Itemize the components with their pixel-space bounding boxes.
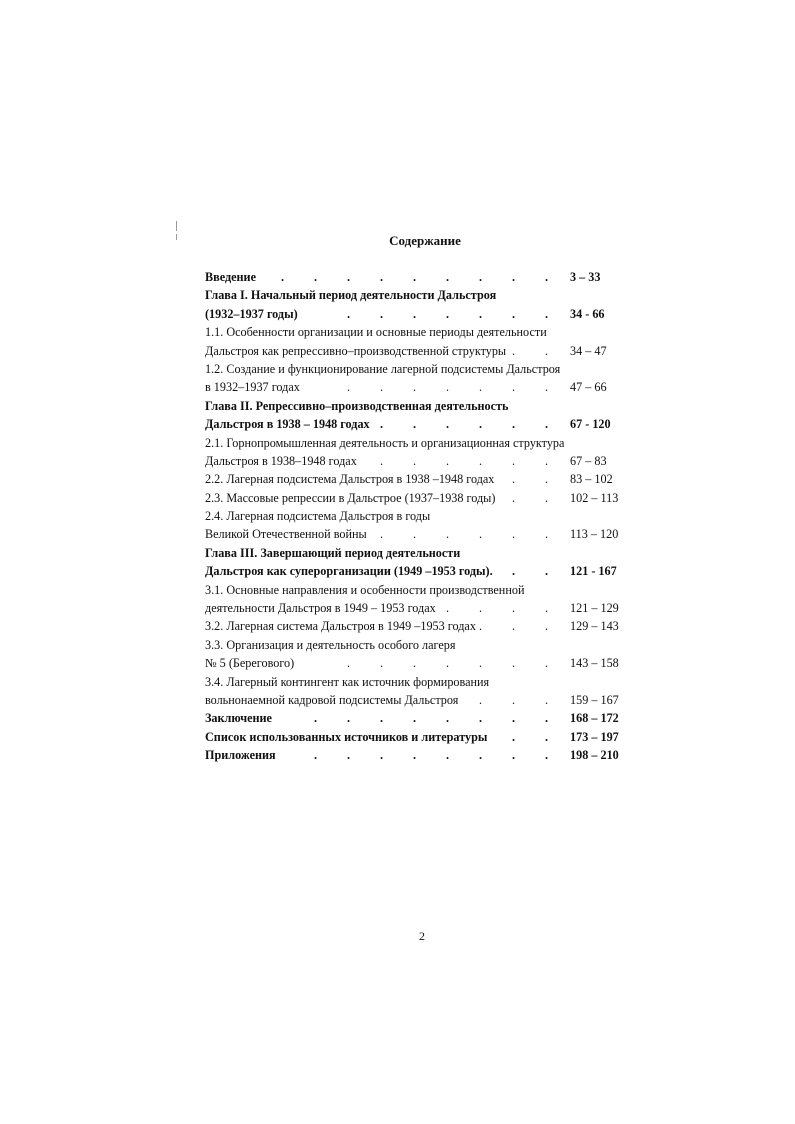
- leader-dot: .: [413, 656, 417, 671]
- toc-entry-text: 3.3. Организация и деятельность особого лагеря: [205, 637, 456, 652]
- leader-dot: .: [380, 748, 384, 763]
- leader-dot: .: [512, 748, 516, 763]
- leader-dot: .: [512, 601, 516, 616]
- leader-dot: .: [545, 270, 549, 284]
- leader-dot: .: [413, 306, 417, 321]
- toc-entry-page: 173 – 197: [570, 729, 619, 744]
- leader-dot: .: [446, 748, 450, 763]
- toc-entry-page: 67 - 120: [570, 417, 611, 432]
- leader-dot: .: [545, 564, 549, 579]
- leader-dot: .: [314, 270, 318, 284]
- toc-entry: [205, 709, 625, 727]
- toc-entry-text: Заключение: [205, 711, 272, 726]
- leader-dot: .: [479, 417, 483, 432]
- toc-entry-text: 3.4. Лагерный контингент как источник формирования: [205, 674, 490, 689]
- toc-entry-page: 129 – 143: [570, 619, 619, 634]
- toc-entry-page: 34 – 47: [570, 343, 607, 358]
- leader-dot: .: [512, 711, 516, 726]
- toc-entry-page: 159 – 167: [570, 692, 619, 707]
- leader-dot: .: [512, 417, 516, 432]
- leader-dot: .: [413, 417, 417, 432]
- leader-dot: .: [347, 748, 351, 763]
- leader-dot: .: [512, 527, 516, 542]
- toc-entry: [205, 286, 625, 304]
- toc-entry: [205, 544, 625, 562]
- toc-entry-text: Дальстроя в 1938 – 1948 годах: [205, 417, 370, 432]
- leader-dot: .: [545, 656, 549, 671]
- leader-dot: .: [545, 729, 549, 744]
- toc-entry: [205, 378, 625, 396]
- toc-entry-page: 198 – 210: [570, 748, 619, 763]
- leader-dot: .: [512, 270, 516, 284]
- toc-entry-text: Дальстроя в 1938–1948 годах: [205, 453, 357, 468]
- leader-dot: .: [545, 380, 549, 395]
- toc-entry-page: 102 – 113: [570, 490, 619, 505]
- toc-entry: [205, 691, 625, 709]
- leader-dot: .: [413, 711, 417, 726]
- toc-entry: [205, 654, 625, 672]
- leader-dot: .: [446, 453, 450, 468]
- toc-entries: [205, 268, 625, 765]
- toc-entry: [205, 268, 625, 286]
- toc-entry-text: 3.1. Основные направления и особенности производственной: [205, 582, 525, 597]
- toc-entry-text: 2.4. Лагерная подсистема Дальстроя в годы: [205, 509, 431, 524]
- leader-dot: .: [545, 619, 549, 634]
- toc-entry-text: Глава II. Репрессивно–производственная деятельность: [205, 398, 509, 413]
- leader-dot: .: [545, 343, 549, 358]
- leader-dot: .: [512, 656, 516, 671]
- toc-entry-page: 67 – 83: [570, 453, 607, 468]
- leader-dot: .: [446, 270, 450, 284]
- toc-entry-text: (1932–1937 годы): [205, 306, 298, 321]
- leader-dot: .: [545, 417, 549, 432]
- leader-dot: .: [545, 527, 549, 542]
- toc-entry: [205, 452, 625, 470]
- leader-dot: .: [545, 306, 549, 321]
- toc-entry: [205, 562, 625, 580]
- leader-dot: .: [512, 564, 516, 579]
- toc-entry: [205, 525, 625, 543]
- leader-dot: .: [347, 656, 351, 671]
- leader-dot: .: [479, 306, 483, 321]
- leader-dot: .: [413, 748, 417, 763]
- toc-entry: [205, 434, 625, 452]
- toc-entry: [205, 342, 625, 360]
- leader-dot: .: [380, 380, 384, 395]
- leader-dot: .: [512, 380, 516, 395]
- toc-entry: [205, 323, 625, 341]
- toc-entry-text: 2.3. Массовые репрессии в Дальстрое (1937–1938 годы): [205, 490, 496, 505]
- toc-entry-text: деятельности Дальстроя в 1949 – 1953 годах: [205, 601, 436, 616]
- leader-dot: .: [512, 729, 516, 744]
- leader-dot: .: [413, 270, 417, 284]
- toc-entry-text: 3.2. Лагерная система Дальстроя в 1949 –1953 годах: [205, 619, 476, 634]
- toc-entry-page: 143 – 158: [570, 656, 619, 671]
- toc-entry: [205, 470, 625, 488]
- toc-entry-text: № 5 (Берегового): [205, 656, 295, 671]
- leader-dot: .: [479, 619, 483, 634]
- leader-dot: .: [512, 692, 516, 707]
- toc-entry: [205, 305, 625, 323]
- leader-dot: .: [380, 527, 384, 542]
- leader-dot: .: [281, 270, 285, 284]
- leader-dot: .: [512, 306, 516, 321]
- leader-dot: .: [545, 711, 549, 726]
- leader-dot: .: [347, 380, 351, 395]
- leader-dot: .: [380, 711, 384, 726]
- leader-dot: .: [479, 748, 483, 763]
- toc-entry: [205, 673, 625, 691]
- leader-dot: .: [545, 453, 549, 468]
- toc-entry: [205, 581, 625, 599]
- toc-entry-text: 1.2. Создание и функционирование лагерной подсистемы Дальстроя: [205, 361, 561, 376]
- scan-artifact-mark: [176, 221, 177, 231]
- page-title: Содержание: [389, 233, 461, 248]
- leader-dot: .: [545, 601, 549, 616]
- leader-dot: .: [479, 711, 483, 726]
- toc-entry-text: 1.1. Особенности организации и основные периоды деятельности: [205, 325, 547, 340]
- leader-dot: .: [479, 380, 483, 395]
- toc-entry: [205, 746, 625, 764]
- leader-dot: .: [512, 619, 516, 634]
- leader-dot: .: [479, 453, 483, 468]
- toc-entry-text: Дальстроя как суперорганизации (1949 –1953 годы).: [205, 564, 493, 579]
- toc-entry-text: вольнонаемной кадровой подсистемы Дальстроя: [205, 692, 459, 707]
- leader-dot: .: [446, 380, 450, 395]
- leader-dot: .: [512, 343, 516, 358]
- leader-dot: .: [479, 270, 483, 284]
- toc-entry-text: Введение: [205, 270, 256, 284]
- toc-entry: [205, 489, 625, 507]
- toc-entry-text: Дальстроя как репрессивно–производственной структуры: [205, 343, 507, 358]
- leader-dot: .: [545, 748, 549, 763]
- leader-dot: .: [446, 601, 450, 616]
- leader-dot: .: [314, 711, 318, 726]
- leader-dot: .: [446, 656, 450, 671]
- toc-entry: [205, 507, 625, 525]
- toc-entry: [205, 360, 625, 378]
- toc-entry-page: 113 – 120: [570, 527, 619, 542]
- toc-entry-page: 83 – 102: [570, 472, 613, 487]
- toc-entry-text: в 1932–1937 годах: [205, 380, 300, 395]
- scan-artifact-mark: [176, 234, 177, 240]
- leader-dot: .: [413, 527, 417, 542]
- leader-dot: .: [479, 527, 483, 542]
- toc-entry-text: Великой Отечественной войны: [205, 527, 367, 542]
- leader-dot: .: [446, 711, 450, 726]
- toc-entry: [205, 728, 625, 746]
- leader-dot: .: [380, 453, 384, 468]
- toc-entry-page: 34 - 66: [570, 306, 605, 321]
- leader-dot: .: [479, 692, 483, 707]
- leader-dot: .: [545, 490, 549, 505]
- page-number: 2: [419, 929, 425, 943]
- leader-dot: .: [545, 692, 549, 707]
- leader-dot: .: [512, 472, 516, 487]
- leader-dot: .: [347, 711, 351, 726]
- toc-entry: [205, 415, 625, 433]
- leader-dot: .: [479, 601, 483, 616]
- leader-dot: .: [446, 306, 450, 321]
- toc-entry: [205, 617, 625, 635]
- leader-dot: .: [479, 656, 483, 671]
- leader-dot: .: [446, 527, 450, 542]
- leader-dot: .: [512, 453, 516, 468]
- leader-dot: .: [413, 380, 417, 395]
- leader-dot: .: [380, 270, 384, 284]
- toc-entry-page: 47 – 66: [570, 380, 607, 395]
- leader-dot: .: [512, 490, 516, 505]
- table-of-contents: [205, 233, 625, 765]
- leader-dot: .: [380, 417, 384, 432]
- leader-dot: .: [545, 472, 549, 487]
- leader-dot: .: [380, 306, 384, 321]
- toc-entry-page: 121 - 167: [570, 564, 617, 579]
- toc-entry-page: 3 – 33: [570, 270, 601, 284]
- toc-entry-text: Список использованных источников и литературы: [205, 729, 488, 744]
- toc-entry-text: Глава III. Завершающий период деятельности: [205, 545, 461, 560]
- toc-entry-page: 121 – 129: [570, 601, 619, 616]
- toc-entry: [205, 636, 625, 654]
- leader-dot: .: [314, 748, 318, 763]
- toc-entry: [205, 397, 625, 415]
- toc-entry-text: Приложения: [205, 748, 276, 763]
- leader-dot: .: [446, 417, 450, 432]
- leader-dot: .: [380, 656, 384, 671]
- toc-entry-text: 2.1. Горнопромышленная деятельность и организационная структура: [205, 435, 565, 450]
- leader-dot: .: [413, 453, 417, 468]
- toc-entry: [205, 599, 625, 617]
- leader-dot: .: [347, 270, 351, 284]
- toc-entry-text: Глава I. Начальный период деятельности Дальстроя: [205, 288, 497, 303]
- toc-entry-text: 2.2. Лагерная подсистема Дальстроя в 1938 –1948 годах: [205, 472, 495, 487]
- toc-entry-page: 168 – 172: [570, 711, 619, 726]
- leader-dot: .: [347, 306, 351, 321]
